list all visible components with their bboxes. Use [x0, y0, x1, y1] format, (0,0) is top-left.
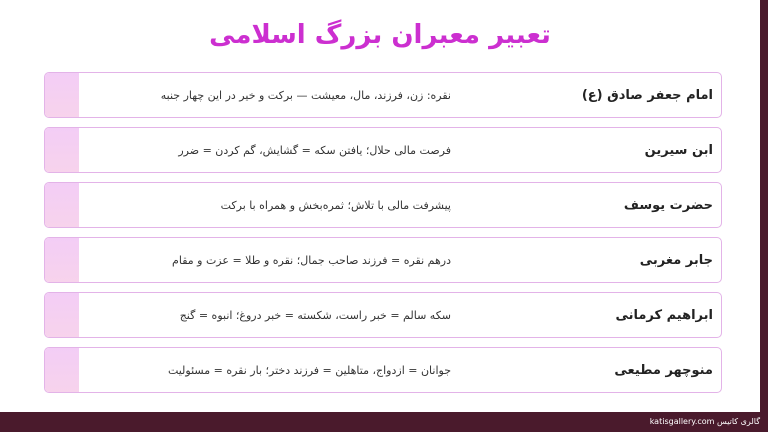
interpreter-description: سکه سالم = خبر راست، شکسته = خبر دروغ؛ انبوه = گنج	[179, 309, 451, 322]
interpreter-name: امام جعفر صادق (ع)	[581, 88, 713, 103]
interpreter-name: ابراهیم کرمانی	[615, 308, 713, 323]
interpreter-name: ابن سیرین	[644, 143, 713, 158]
page-title: تعبیر معبران بزرگ اسلامی	[209, 20, 551, 50]
interpreter-row	[44, 182, 722, 228]
interpreter-row	[44, 72, 722, 118]
row-accent-bar	[45, 73, 79, 117]
row-accent-bar	[45, 238, 79, 282]
interpreter-row	[44, 347, 722, 393]
row-accent-bar	[45, 348, 79, 392]
interpreter-name: حضرت یوسف	[623, 198, 713, 213]
row-accent-bar	[45, 183, 79, 227]
interpreter-name: منوچهر مطیعی	[614, 363, 713, 378]
interpreter-row	[44, 127, 722, 173]
interpreter-description: نقره: زن، فرزند، مال، معیشت — برکت و خیر در این چهار جنبه	[160, 89, 451, 102]
interpreter-row	[44, 292, 722, 338]
interpreter-name: جابر مغربی	[639, 253, 713, 268]
interpreter-description: فرصت مالی حلال؛ یافتن سکه = گشایش، گم کردن = ضرر	[178, 144, 451, 157]
footer-credit: گالری کاتیس katisgallery.com	[649, 417, 760, 426]
row-accent-bar	[45, 293, 79, 337]
interpreter-description: جوانان = ازدواج، متاهلین = فرزند دختر؛ بار نقره = مسئولیت	[167, 364, 451, 377]
row-accent-bar	[45, 128, 79, 172]
interpreter-description: پیشرفت مالی با تلاش؛ ثمره‌بخش و همراه با برکت	[220, 199, 451, 212]
interpreter-description: درهم نقره = فرزند صاحب جمال؛ نقره و طلا = عزت و مقام	[172, 254, 451, 267]
interpreter-row	[44, 237, 722, 283]
